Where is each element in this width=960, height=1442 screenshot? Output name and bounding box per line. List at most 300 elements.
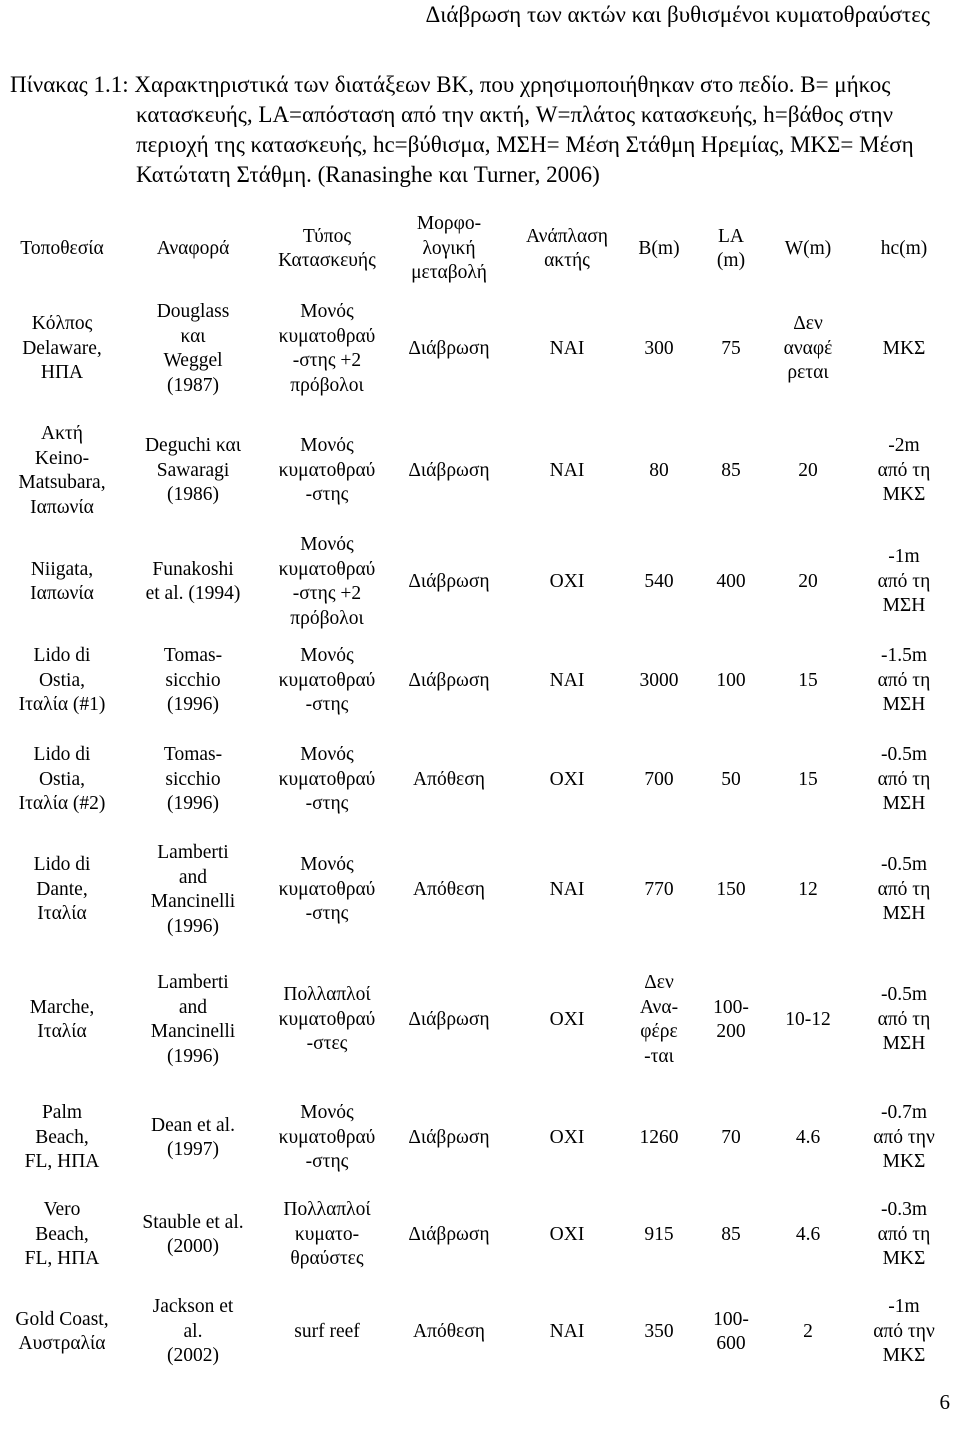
cell-line: Ιταλία (#2) (18, 793, 106, 815)
cell-reference (128, 410, 258, 532)
cell-line: Mancinelli (150, 891, 236, 912)
cell-line: (1996) (166, 1045, 219, 1067)
cell-b (626, 730, 692, 830)
cell-line: από την (873, 1126, 935, 1148)
header-reference (128, 210, 258, 288)
table-row (0, 1284, 960, 1380)
cell-hc (852, 1090, 956, 1186)
cell-location (0, 950, 124, 1090)
cell-beach-nourishment (512, 1284, 622, 1380)
cell-b (626, 288, 692, 410)
cell-beach-nourishment (512, 632, 622, 730)
cell-line: -0.3m (880, 1199, 928, 1221)
cell-line: Ostia, (38, 768, 86, 790)
cell-line: and (178, 866, 208, 888)
table-row (0, 950, 960, 1090)
cell-line: ΟΧΙ (549, 570, 585, 592)
cell-line: Ανα- (639, 996, 679, 1018)
cell-line: Ostia, (38, 669, 86, 691)
cell-morphological-change (398, 1090, 500, 1186)
table-row (0, 632, 960, 730)
cell-b (626, 410, 692, 532)
cell-w (770, 950, 846, 1090)
cell-line: et al. (1994) (145, 583, 241, 604)
cell-line: ΜΚΣ (882, 1248, 926, 1270)
data-table (0, 210, 960, 1380)
cell-line: -στες (306, 1033, 348, 1055)
cell-line: Τοποθεσία (20, 237, 104, 259)
cell-line: ΝΑΙ (549, 878, 585, 900)
table-row (0, 830, 960, 950)
cell-line: 600 (716, 1333, 746, 1354)
cell-line: -στης (305, 793, 349, 815)
cell-line: 400 (716, 570, 746, 592)
cell-line: Μονός (300, 645, 354, 667)
cell-line: ΜΣΗ (882, 793, 926, 815)
cell-line: Διάβρωση (408, 1223, 490, 1245)
table-header-row (0, 210, 960, 288)
cell-morphological-change (398, 288, 500, 410)
cell-line: Marche, (29, 996, 95, 1018)
cell-structure-type (262, 950, 392, 1090)
cell-line: φέρε (640, 1021, 678, 1042)
caption-line: Πίνακας 1.1: Χαρακτηριστικά των διατάξεων ΒΚ, που χρησιμοποιήθηκαν στο πεδίο. B= μήκος (10, 72, 891, 97)
cell-line: 75 (721, 337, 741, 359)
cell-line: Διάβρωση (408, 1008, 490, 1030)
cell-line: -στης +2 (292, 350, 362, 371)
cell-morphological-change (398, 1186, 500, 1284)
cell-line: 20 (798, 459, 818, 481)
cell-line: 3000 (639, 669, 679, 691)
cell-line: -ται (644, 1045, 674, 1067)
cell-line: Απόθεση (413, 1320, 485, 1342)
cell-location (0, 532, 124, 632)
cell-beach-nourishment (512, 532, 622, 632)
cell-line: πρόβολοι (290, 374, 364, 396)
cell-line: Δεν (644, 972, 674, 993)
cell-morphological-change (398, 830, 500, 950)
cell-line: -2m (888, 435, 920, 457)
caption-line: κατασκευής, LA=απόσταση από την ακτή, W=πλάτος κατασκευής, h=βάθος στην (136, 102, 893, 127)
cell-structure-type (262, 1090, 392, 1186)
cell-line: Delaware, (22, 337, 102, 359)
cell-location (0, 1090, 124, 1186)
cell-line: Ιταλία (37, 903, 87, 925)
cell-beach-nourishment (512, 950, 622, 1090)
cell-line: Niigata, (30, 558, 94, 580)
cell-line: από τη (877, 1008, 931, 1030)
cell-line: 70 (721, 1126, 741, 1148)
page-number: 6 (939, 1390, 950, 1414)
cell-line: Μονός (300, 854, 354, 876)
cell-la (694, 1090, 768, 1186)
cell-b (626, 950, 692, 1090)
cell-line: Τύπος (302, 225, 352, 247)
header-la (694, 210, 768, 288)
cell-line: sicchio (165, 768, 221, 790)
cell-w (770, 632, 846, 730)
cell-hc (852, 1284, 956, 1380)
cell-line: 1260 (639, 1126, 679, 1148)
caption-line: Κατώτατη Στάθμη. (Ranasinghe και Turner, 2006) (136, 162, 600, 187)
cell-line: 100 (716, 669, 746, 691)
cell-line: 540 (644, 570, 674, 592)
cell-morphological-change (398, 1284, 500, 1380)
cell-line: Beach, (35, 1223, 89, 1245)
cell-line: Dante, (36, 878, 88, 900)
cell-location (0, 410, 124, 532)
cell-hc (852, 532, 956, 632)
cell-line: ΝΑΙ (549, 459, 585, 481)
cell-line: hc(m) (880, 237, 928, 259)
cell-structure-type (262, 730, 392, 830)
cell-line: Διάβρωση (408, 570, 490, 592)
cell-structure-type (262, 1284, 392, 1380)
header-b (626, 210, 692, 288)
cell-line: Πολλαπλοί (283, 984, 371, 1006)
cell-line: Μονός (300, 435, 354, 457)
cell-line: ρεται (787, 362, 829, 384)
cell-line: B(m) (638, 237, 680, 259)
cell-line: Αναφορά (156, 237, 230, 259)
cell-b (626, 632, 692, 730)
cell-line: -στης (305, 903, 349, 925)
cell-line: Διάβρωση (408, 669, 490, 691)
cell-line: -1.5m (880, 645, 928, 667)
cell-la (694, 730, 768, 830)
cell-line: -0.7m (880, 1102, 928, 1124)
cell-location (0, 730, 124, 830)
cell-line: Κατασκευής (278, 250, 376, 271)
cell-line: πρόβολοι (290, 607, 364, 629)
cell-la (694, 532, 768, 632)
cell-reference (128, 288, 258, 410)
cell-line: και (180, 325, 206, 347)
cell-line: (m) (716, 250, 746, 271)
cell-line: Πολλαπλοί (283, 1199, 371, 1221)
cell-w (770, 410, 846, 532)
cell-line: -0.5m (880, 744, 928, 766)
cell-line: 700 (644, 768, 674, 790)
cell-hc (852, 632, 956, 730)
cell-la (694, 830, 768, 950)
cell-line: Tomas- (163, 645, 223, 667)
cell-line: μεταβολή (411, 262, 487, 284)
cell-line: -στης (305, 484, 349, 506)
cell-morphological-change (398, 950, 500, 1090)
cell-la (694, 288, 768, 410)
cell-line: Ακτή (41, 423, 83, 444)
cell-line: ΜΚΣ (882, 337, 926, 359)
cell-line: Tomas- (163, 744, 223, 766)
cell-line: Κόλπος (31, 313, 93, 335)
cell-line: Mancinelli (150, 1021, 236, 1042)
cell-w (770, 730, 846, 830)
cell-line: Μονός (300, 1102, 354, 1124)
cell-reference (128, 632, 258, 730)
cell-line: 10-12 (785, 1008, 831, 1030)
cell-line: ακτής (544, 250, 590, 271)
header-morphological-change (398, 210, 500, 288)
cell-line: 50 (721, 768, 741, 790)
cell-line: από τη (877, 878, 931, 900)
cell-b (626, 532, 692, 632)
cell-line: -στης (305, 1151, 349, 1173)
cell-line: FL, ΗΠΑ (24, 1248, 100, 1270)
cell-line: (1996) (167, 793, 219, 815)
header-beach-nourishment (512, 210, 622, 288)
cell-line: Ιαπωνία (30, 583, 94, 604)
table-row (0, 730, 960, 830)
cell-line: ΝΑΙ (549, 337, 585, 359)
cell-line: 85 (721, 1223, 741, 1245)
cell-reference (128, 1284, 258, 1380)
cell-line: Funakoshi (152, 558, 234, 580)
cell-structure-type (262, 830, 392, 950)
cell-line: Keino- (34, 447, 90, 469)
cell-beach-nourishment (512, 1090, 622, 1186)
cell-line: and (178, 996, 208, 1018)
cell-structure-type (262, 1186, 392, 1284)
cell-line: Ανάπλαση (526, 225, 608, 247)
cell-line: Απόθεση (413, 878, 485, 900)
cell-b (626, 830, 692, 950)
cell-line: 770 (644, 878, 674, 900)
cell-line: 100- (713, 1308, 749, 1330)
cell-hc (852, 950, 956, 1090)
cell-line: Beach, (35, 1126, 89, 1148)
cell-location (0, 1284, 124, 1380)
table-row (0, 532, 960, 632)
cell-b (626, 1090, 692, 1186)
cell-line: ΜΚΣ (882, 484, 926, 506)
cell-line: (1986) (167, 484, 219, 506)
cell-line: 12 (798, 878, 818, 900)
cell-line: ΗΠΑ (40, 362, 84, 384)
cell-line: Palm (41, 1102, 83, 1124)
cell-line: Μονός (300, 744, 354, 766)
cell-line: (2000) (166, 1236, 219, 1257)
cell-line: ΟΧΙ (549, 1126, 585, 1148)
cell-reference (128, 830, 258, 950)
cell-reference (128, 1186, 258, 1284)
table-caption (10, 70, 914, 190)
cell-morphological-change (398, 410, 500, 532)
cell-line: 15 (798, 768, 818, 790)
cell-line: -0.5m (880, 854, 928, 876)
cell-structure-type (262, 632, 392, 730)
cell-line: -στης (305, 694, 349, 716)
cell-hc (852, 830, 956, 950)
cell-line: Sawaragi (156, 459, 230, 481)
cell-line: 150 (716, 878, 746, 900)
cell-line: Lido di (33, 645, 91, 667)
cell-line: ΝΑΙ (549, 1320, 585, 1342)
cell-morphological-change (398, 532, 500, 632)
table-row (0, 1186, 960, 1284)
header-w (770, 210, 846, 288)
cell-hc (852, 730, 956, 830)
cell-line: al. (183, 1320, 203, 1342)
cell-line: Lamberti (157, 842, 229, 863)
cell-line: από τη (877, 570, 931, 592)
cell-line: Απόθεση (413, 768, 485, 790)
cell-w (770, 1090, 846, 1186)
cell-hc (852, 1186, 956, 1284)
cell-beach-nourishment (512, 1186, 622, 1284)
cell-morphological-change (398, 730, 500, 830)
cell-beach-nourishment (512, 730, 622, 830)
cell-line: από την (873, 1320, 935, 1342)
cell-line: Stauble et al. (142, 1211, 244, 1233)
cell-line: λογική (422, 237, 476, 259)
cell-line: Ιταλία (#1) (18, 694, 106, 716)
cell-structure-type (262, 410, 392, 532)
cell-beach-nourishment (512, 830, 622, 950)
cell-line: (1987) (167, 374, 219, 396)
cell-line: κυματοθραύ (278, 1126, 376, 1148)
cell-line: surf reef (294, 1320, 360, 1342)
cell-line: Ιαπωνία (30, 496, 94, 518)
cell-line: Gold Coast, (15, 1308, 109, 1330)
cell-line: Deguchi και (144, 435, 242, 457)
cell-line: θραύστες (290, 1248, 364, 1270)
cell-line: Weggel (163, 350, 223, 371)
cell-line: ΟΧΙ (549, 1223, 585, 1245)
cell-hc (852, 410, 956, 532)
cell-line: (1997) (166, 1139, 219, 1160)
cell-reference (128, 532, 258, 632)
cell-line: Διάβρωση (408, 1126, 490, 1148)
cell-line: κυματοθραύ (278, 1008, 376, 1030)
cell-line: Dean et al. (151, 1114, 235, 1136)
cell-line: Douglass (156, 301, 230, 322)
cell-w (770, 532, 846, 632)
cell-line: Lido di (33, 854, 91, 876)
cell-line: (2002) (167, 1345, 219, 1367)
cell-line: 4.6 (795, 1223, 821, 1245)
cell-b (626, 1284, 692, 1380)
cell-line: κυματοθραύ (278, 459, 376, 481)
cell-line: από τη (877, 459, 931, 481)
cell-la (694, 950, 768, 1090)
cell-line: κυματοθραύ (278, 325, 376, 347)
cell-line: Αυστραλία (18, 1333, 106, 1354)
cell-line: W(m) (784, 237, 832, 259)
cell-line: Jackson et (152, 1296, 234, 1318)
cell-line: Μονός (300, 534, 354, 555)
cell-line: Διάβρωση (408, 337, 490, 359)
cell-line: ΟΧΙ (549, 1008, 585, 1030)
cell-line: 200 (716, 1021, 746, 1042)
cell-structure-type (262, 288, 392, 410)
cell-line: Ιταλία (37, 1021, 87, 1042)
cell-line: -στης +2 (292, 583, 362, 604)
cell-line: 100- (713, 996, 749, 1018)
cell-line: 85 (721, 459, 741, 481)
cell-line: (1996) (166, 915, 219, 937)
cell-location (0, 830, 124, 950)
cell-line: Matsubara, (18, 472, 106, 493)
cell-line: Δεν (793, 313, 823, 335)
cell-w (770, 1284, 846, 1380)
cell-line: 15 (798, 669, 818, 691)
cell-structure-type (262, 532, 392, 632)
cell-line: -1m (888, 546, 920, 568)
cell-reference (128, 1090, 258, 1186)
cell-la (694, 1284, 768, 1380)
header-location (0, 210, 124, 288)
cell-line: ΜΣΗ (882, 1033, 926, 1055)
cell-line: Μονός (300, 301, 354, 322)
cell-w (770, 288, 846, 410)
cell-reference (128, 730, 258, 830)
cell-location (0, 632, 124, 730)
table-row (0, 410, 960, 532)
cell-w (770, 830, 846, 950)
cell-line: κυματοθραύ (278, 669, 376, 691)
cell-line: από τη (877, 768, 931, 790)
cell-line: FL, ΗΠΑ (24, 1151, 100, 1173)
cell-line: κυματοθραύ (278, 878, 376, 900)
table-row (0, 288, 960, 410)
cell-line: από τη (877, 1223, 931, 1245)
cell-line: 80 (649, 459, 669, 481)
cell-morphological-change (398, 632, 500, 730)
cell-line: ΜΣΗ (882, 903, 926, 925)
header-hc (852, 210, 956, 288)
cell-beach-nourishment (512, 288, 622, 410)
cell-line: LA (718, 225, 744, 247)
cell-line: κυματοθραύ (278, 768, 376, 790)
cell-line: ΜΣΗ (882, 595, 926, 617)
cell-line: 4.6 (795, 1126, 821, 1148)
cell-line: ΜΚΣ (882, 1151, 926, 1173)
cell-line: 350 (644, 1320, 674, 1342)
cell-line: αναφέ (783, 337, 833, 359)
cell-location (0, 1186, 124, 1284)
cell-line: ΜΣΗ (882, 694, 926, 716)
header-structure-type (262, 210, 392, 288)
cell-reference (128, 950, 258, 1090)
cell-b (626, 1186, 692, 1284)
table-row (0, 1090, 960, 1186)
cell-line: Vero (43, 1199, 81, 1221)
cell-line: κυματοθραύ (278, 558, 376, 580)
cell-line: από τη (877, 669, 931, 691)
cell-w (770, 1186, 846, 1284)
cell-line: ΝΑΙ (549, 669, 585, 691)
cell-la (694, 1186, 768, 1284)
cell-line: -1m (888, 1296, 920, 1318)
cell-line: 300 (644, 337, 674, 359)
cell-line: (1996) (167, 694, 219, 716)
cell-line: Lamberti (157, 972, 229, 993)
cell-line: Lido di (33, 744, 91, 766)
cell-line: 915 (644, 1223, 674, 1245)
cell-hc (852, 288, 956, 410)
cell-line: sicchio (165, 669, 221, 691)
cell-la (694, 632, 768, 730)
cell-location (0, 288, 124, 410)
cell-line: Διάβρωση (408, 459, 490, 481)
cell-line: ΜΚΣ (882, 1345, 926, 1367)
cell-la (694, 410, 768, 532)
cell-line: ΟΧΙ (549, 768, 585, 790)
caption-line: περιοχή της κατασκευής, hc=βύθισμα, ΜΣΗ= Μέση Στάθμη Ηρεμίας, ΜΚΣ= Μέση (136, 132, 914, 157)
cell-line: Μορφο- (416, 213, 482, 235)
cell-line: 2 (803, 1320, 813, 1342)
